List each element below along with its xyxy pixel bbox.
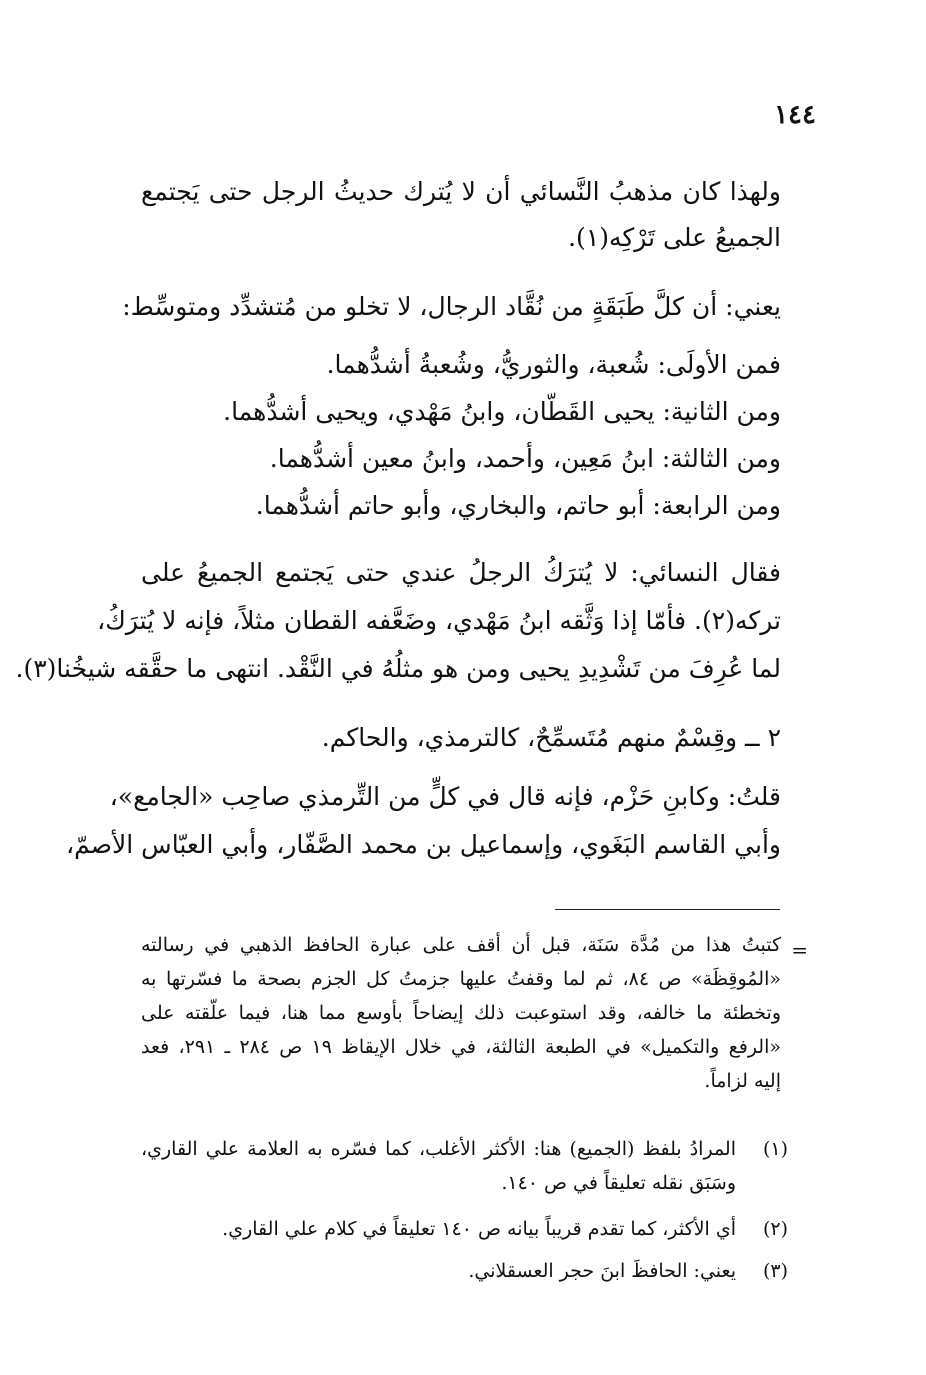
paragraph-4: ٢ ــ وقِسْمٌ منهم مُتَسمِّحٌ، كالترمذي، والحاكم. xyxy=(321,723,781,752)
paragraph-1-line-2: الجميعُ على تَرْكِه(١). xyxy=(568,223,781,252)
footnote-1-number: (١) xyxy=(762,1138,788,1160)
level-3: ومن الثالثة: ابنُ مَعِين، وأحمد، وابنُ معين أشدُّهما. xyxy=(269,444,781,473)
footnote-separator xyxy=(555,909,780,910)
footnote-2-number: (٢) xyxy=(762,1218,788,1240)
paragraph-5-line-1: قلتُ: وكابنِ حَزْم، فإنه قال في كلٍّ من التِّرمذي صاحِب «الجامع»، xyxy=(109,782,781,811)
footnote-continuation-line-3: وتخطئة ما خالفه، وقد استوعبت ذلك إيضاحاً بأوسع مما هنا، فيما علّقته على xyxy=(141,1002,781,1024)
page-number: ١٤٤ xyxy=(774,100,816,130)
level-4: ومن الرابعة: أبو حاتم، والبخاري، وأبو حاتم أشدُّهما. xyxy=(255,491,781,520)
continuation-mark: = xyxy=(791,938,808,962)
paragraph-3-line-2: تركه(٢). فأمّا إذا وَثَّقه ابنُ مَهْدي، وضَعَّفه القطان مثلاً، فإنه لا يُترَكُ، xyxy=(97,606,781,635)
footnote-2-line-1: أي الأكثر، كما تقدم قريباً بيانه ص ١٤٠ تعليقاً في كلام علي القاري. xyxy=(222,1218,736,1240)
paragraph-1-line-1: ولهذا كان مذهبُ النَّسائي أن لا يُترك حديثُ الرجل حتى يَجتمع xyxy=(141,177,781,206)
footnote-continuation-line-2: «المُوقِظَة» ص ٨٤، ثم لما وقفتُ عليها جزمتُ كل الجزم بصحة ما فسّرتها به xyxy=(141,968,781,990)
footnote-3-number: (٣) xyxy=(762,1260,788,1282)
footnote-1-line-2: وسَبَق نقله تعليقاً في ص ١٤٠. xyxy=(501,1172,736,1194)
footnote-3-line-1: يعني: الحافظَ ابنَ حجر العسقلاني. xyxy=(468,1260,736,1282)
footnote-continuation-line-1: كتبتُ هذا من مُدَّة سَنَة، قبل أن أقف على عبارة الحافظ الذهبي في رسالته xyxy=(141,934,781,956)
footnote-continuation-line-4: «الرفع والتكميل» في الطبعة الثالثة، في خلال الإيقاظ ١٩ ص ٢٨٤ ـ ٢٩١، فعد xyxy=(141,1036,781,1058)
footnote-1-line-1: المرادُ بلفظ (الجميع) هنا: الأكثر الأغلب، كما فسّره به العلامة علي القاري، xyxy=(141,1138,736,1160)
footnote-continuation-line-5: إليه لزاماً. xyxy=(704,1070,781,1092)
level-2: ومن الثانية: يحيى القَطّان، وابنُ مَهْدي، ويحيى أشدُّهما. xyxy=(223,397,781,426)
paragraph-2: يعني: أن كلَّ طَبَقَةٍ من نُقَّاد الرجال، لا تخلو من مُتشدِّد ومتوسِّط: xyxy=(122,292,781,321)
paragraph-3-line-3: لما عُرِفَ من تَشْدِيدِ يحيى ومن هو مثلُهُ في النَّقْد. انتهى ما حقَّقه شيخُنا(٣). xyxy=(15,654,781,683)
paragraph-3-line-1: فقال النسائي: لا يُترَكُ الرجلُ عندي حتى يَجتمع الجميعُ على xyxy=(141,558,781,587)
level-1: فمن الأولَى: شُعبة، والثوريُّ، وشُعبةُ أشدُّهما. xyxy=(326,350,781,379)
paragraph-5-line-2: وأبي القاسم البَغَوي، وإسماعيل بن محمد الصَّفّار، وأبي العبّاس الأصمّ، xyxy=(66,830,781,859)
